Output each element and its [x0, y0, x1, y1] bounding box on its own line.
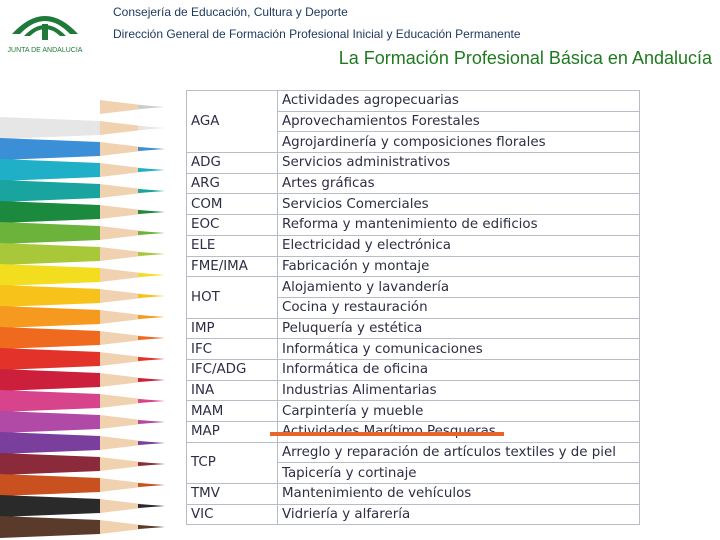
title-name: Actividades agropecuarias — [278, 91, 640, 112]
table-row — [187, 173, 640, 194]
title-name: Cocina y restauración — [278, 297, 640, 318]
table-row — [187, 215, 640, 236]
table-row — [187, 91, 640, 112]
title-name: Aprovechamientos Forestales — [278, 111, 640, 132]
table-row — [187, 235, 640, 256]
title-name: Arreglo y reparación de artículos textiles y de piel — [278, 442, 640, 463]
table-row — [187, 504, 640, 525]
pencil — [0, 201, 165, 223]
family-code: ARG — [187, 173, 278, 194]
title-name: Agrojardinería y composiciones florales — [278, 132, 640, 153]
title-name: Tapicería y cortinaje — [278, 463, 640, 484]
family-code: ADG — [187, 153, 278, 174]
family-code: MAM — [187, 401, 278, 422]
header-line-1: Consejería de Educación, Cultura y Deporte — [113, 5, 348, 19]
title-name: Electricidad y electrónica — [278, 235, 640, 256]
family-code: IFC — [187, 339, 278, 360]
family-code: HOT — [187, 277, 278, 318]
table-row — [187, 256, 640, 277]
pencil — [0, 348, 165, 370]
family-code: IFC/ADG — [187, 359, 278, 380]
pencil — [0, 96, 165, 118]
pencil — [0, 180, 165, 202]
title-name: Fabricación y montaje — [278, 256, 640, 277]
title-name: Artes gráficas — [278, 173, 640, 194]
header-line-2: Dirección General de Formación Profesional Inicial y Educación Permanente — [113, 27, 521, 41]
table-row — [187, 380, 640, 401]
pencil — [0, 243, 165, 265]
family-code: COM — [187, 194, 278, 215]
title-name: Servicios Comerciales — [278, 194, 640, 215]
colored-pencils-image — [0, 96, 180, 540]
table-row — [187, 484, 640, 505]
junta-de-andalucia-logo — [6, 2, 84, 56]
table-row — [187, 339, 640, 360]
family-code: MAP — [187, 422, 278, 443]
title-name: Servicios administrativos — [278, 153, 640, 174]
pencil — [0, 411, 165, 433]
family-code: VIC — [187, 504, 278, 525]
strike-line — [270, 432, 504, 436]
title-name: Vidriería y alfarería — [278, 504, 640, 525]
family-code: TMV — [187, 484, 278, 505]
title-name: Peluquería y estética — [278, 318, 640, 339]
table-row — [187, 442, 640, 463]
title-name: Informática de oficina — [278, 359, 640, 380]
family-code: FME/IMA — [187, 256, 278, 277]
table-row — [187, 277, 640, 298]
pencil — [0, 474, 165, 496]
title-name: Alojamiento y lavandería — [278, 277, 640, 298]
table-row — [187, 194, 640, 215]
title-name: Industrias Alimentarias — [278, 380, 640, 401]
title-name: Informática y comunicaciones — [278, 339, 640, 360]
pencil — [0, 327, 165, 349]
pencil — [0, 369, 165, 391]
family-code: TCP — [187, 442, 278, 483]
page-title: La Formación Profesional Básica en Andalucía — [338, 48, 712, 68]
pencil — [0, 306, 165, 328]
pencil — [0, 222, 165, 244]
pencil — [0, 432, 165, 454]
pencil — [0, 453, 165, 475]
pencil — [0, 117, 165, 139]
table-row — [187, 359, 640, 380]
title-name: Mantenimiento de vehículos — [278, 484, 640, 505]
title-name: Reforma y mantenimiento de edificios — [278, 215, 640, 236]
pencil — [0, 138, 165, 160]
family-code: AGA — [187, 91, 278, 153]
table-row — [187, 401, 640, 422]
pencil — [0, 495, 165, 517]
pencil — [0, 285, 165, 307]
family-code: INA — [187, 380, 278, 401]
fp-table — [186, 90, 640, 525]
family-code: ELE — [187, 235, 278, 256]
pencil — [0, 390, 165, 412]
pencil — [0, 264, 165, 286]
table-row — [187, 318, 640, 339]
logo-text: JUNTA DE ANDALUCIA — [7, 47, 83, 54]
family-code: IMP — [187, 318, 278, 339]
pencil — [0, 516, 165, 538]
title-name: Carpintería y mueble — [278, 401, 640, 422]
table-row — [187, 153, 640, 174]
family-code: EOC — [187, 215, 278, 236]
pencil — [0, 159, 165, 181]
